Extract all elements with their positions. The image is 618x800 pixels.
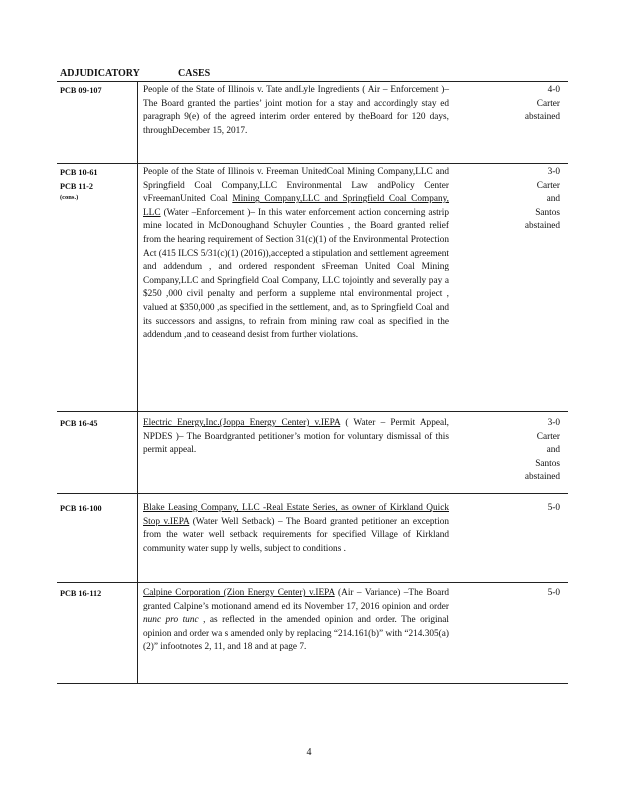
row-separator bbox=[57, 493, 568, 494]
adjudicatory-heading: ADJUDICATORY bbox=[60, 68, 140, 79]
table-header bbox=[60, 68, 568, 81]
row-separator bbox=[57, 163, 568, 164]
row-separator bbox=[57, 411, 568, 412]
case-description: People of the State of Illinois v. Tate andLyle Ingredients ( Air – Enforcement )–The Board granted the parties’ joint motion for a stay and accordingly stay ed paragraph 9(e) of the agreed interim order entered by theBoard for 120 days, throughDecember 15, 2017. bbox=[143, 85, 449, 136]
row-separator bbox=[57, 582, 568, 583]
case-description: Calpine Corporation (Zion Energy Center) v.IEPA (Air – Variance) –The Board granted Calpine’s motionand amend ed its November 17, 2016 opinion and order nunc pro tunc , as reflected in the amended opinion and order. The original opinion and order wa s amended only by replacing “214.161(b)” with “214.305(a)(2)” infootnotes 2, 11, and 18 and at page 7. bbox=[143, 588, 450, 653]
docket-number: PCB 09-107 bbox=[60, 86, 102, 95]
docket-number: PCB 16-112 bbox=[60, 589, 102, 598]
vote-tally: 5-0 bbox=[547, 503, 560, 513]
column-divider bbox=[137, 81, 138, 684]
cases-heading: CASES bbox=[178, 68, 211, 79]
docket-number: PCB 16-45 bbox=[60, 419, 98, 428]
docket-number: PCB 10-61 PCB 11-2 (cons.) bbox=[60, 166, 136, 202]
vote-tally: 4-0 Carter abstained bbox=[524, 85, 560, 123]
docket-note: (cons.) bbox=[60, 194, 79, 202]
header-rule bbox=[57, 81, 568, 82]
page-number: 4 bbox=[306, 747, 312, 758]
vote-tally: 3-0 Carter and Santos abstained bbox=[524, 167, 560, 232]
docket-number: PCB 16-100 bbox=[60, 504, 102, 513]
case-description: Blake Leasing Company, LLC -Real Estate Series, as owner of Kirkland Quick Stop v.IEPA (Water Well Setback) – The Board granted petitioner an exception from the water well setback requirements for specified Village of Kirkland community water supp ly wells, subject to conditions . bbox=[143, 503, 449, 554]
row-separator bbox=[57, 683, 568, 684]
vote-tally: 5-0 bbox=[547, 588, 560, 598]
vote-tally: 3-0 Carter and Santos abstained bbox=[524, 418, 560, 483]
case-description: People of the State of Illinois v. Freeman UnitedCoal Mining Company,LLC and Springfield Coal Company,LLC Environmental Law andPolicy Center vFreemanUnited Coal Mining Company,LLC and Springfield Coal Company, LLC (Water –Enforcement )– In this water enforcement action concerning astrip mine located in McDonoughand Schuyler Counties , the Board granted relief from the hearing requirement of Section 31(c)(1) of the Environmental Protection Act (415 ILCS 5/31(c)(1) (2016)),accepted a stipulation and settlement agreement and addendum , and ordered respondent sFreeman United Coal Mining Company,LLC and Springfield Coal Company, LLC tojointly and severally pay a $250 ,000 civil penalty and perform a suppleme ntal environmental project , valued at $350,000 ,as specified in the settlement, and, as to Springfield Coal and its successors and assigns, to refrain from mining raw coal as specified in the addendum ,and to ceaseand desist from further violations. bbox=[143, 167, 449, 341]
case-description: Electric Energy,Inc.(Joppa Energy Center) v.IEPA ( Water – Permit Appeal, NPDES )– The Boardgranted petitioner’s motion for voluntary dismissal of this permit appeal. bbox=[143, 418, 449, 456]
